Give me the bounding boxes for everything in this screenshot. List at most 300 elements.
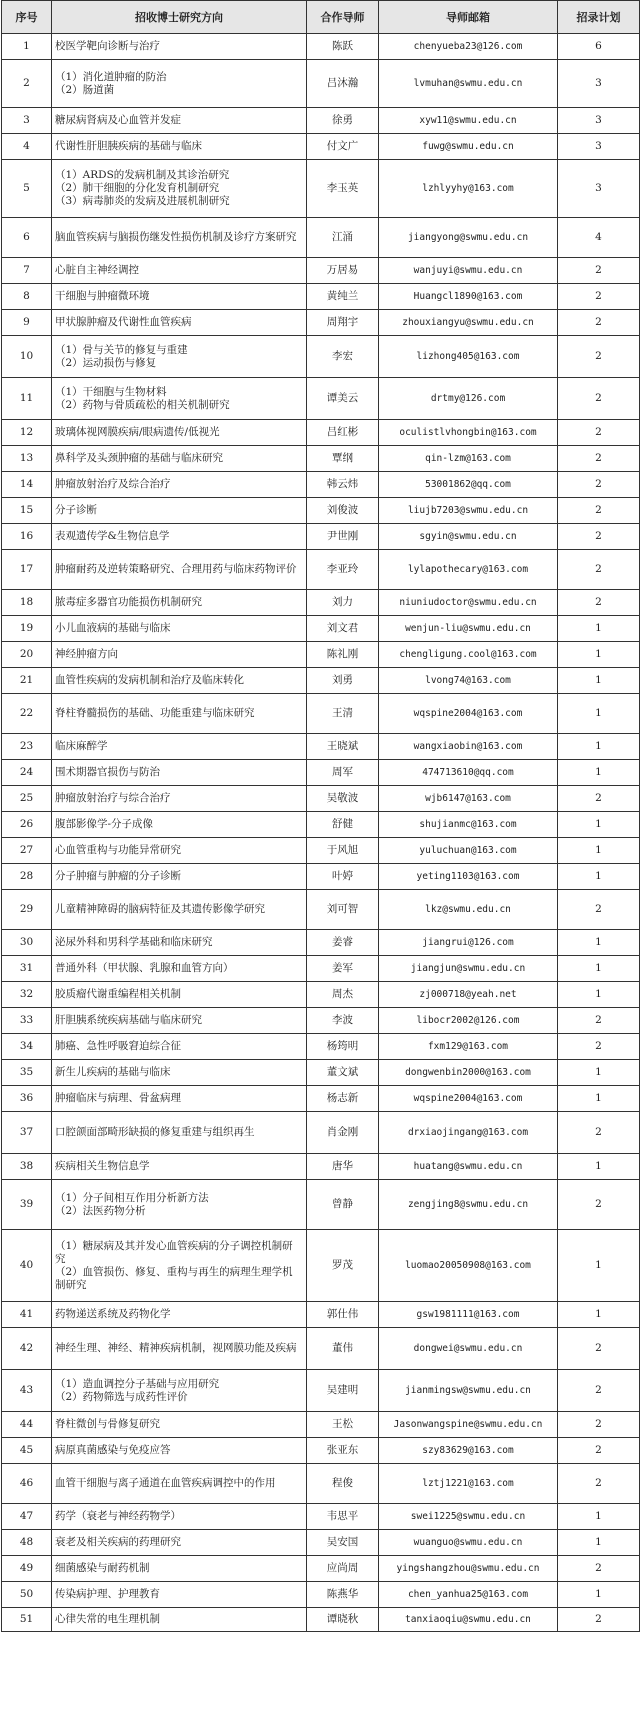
tutor-name: 韩云炜	[307, 472, 379, 498]
tutor-email: wangxiaobin@163.com	[379, 734, 558, 760]
research-direction	[52, 1112, 307, 1154]
direction-line: 细菌感染与耐药机制	[55, 1562, 150, 1574]
header-direction: 招收博士研究方向	[52, 1, 307, 34]
recruit-plan: 2	[558, 1464, 640, 1504]
tutor-name: 李玉英	[307, 160, 379, 218]
tutor-email: fxm129@163.com	[379, 1034, 558, 1060]
direction-line: 血管性疾病的发病机制和治疗及临床转化	[55, 674, 244, 686]
research-direction	[52, 1086, 307, 1112]
direction-line: （2）法医药物分析	[55, 1204, 146, 1217]
research-direction	[52, 642, 307, 668]
table-row	[2, 812, 640, 838]
research-direction	[52, 890, 307, 930]
table-row	[2, 284, 640, 310]
direction-line: 普通外科（甲状腺、乳腺和血管方向）	[55, 962, 234, 974]
recruit-plan: 2	[558, 1412, 640, 1438]
tutor-name: 舒健	[307, 812, 379, 838]
recruit-plan: 1	[558, 1060, 640, 1086]
row-number: 31	[2, 956, 52, 982]
tutor-name: 周军	[307, 760, 379, 786]
tutor-name: 陈礼刚	[307, 642, 379, 668]
tutor-email: jianmingsw@swmu.edu.cn	[379, 1370, 558, 1412]
recruitment-table	[1, 0, 640, 1632]
recruit-plan: 2	[558, 336, 640, 378]
row-number: 18	[2, 590, 52, 616]
row-number: 44	[2, 1412, 52, 1438]
tutor-email: lzhlyyhy@163.com	[379, 160, 558, 218]
research-direction	[52, 956, 307, 982]
header-no: 序号	[2, 1, 52, 34]
tutor-name: 谭晓秋	[307, 1608, 379, 1632]
table-row	[2, 160, 640, 218]
tutor-email: drxiaojingang@163.com	[379, 1112, 558, 1154]
recruit-plan: 2	[558, 378, 640, 420]
direction-line: 脊柱脊髓损伤的基础、功能重建与临床研究	[55, 707, 255, 719]
direction-line: 胶质瘤代谢重编程相关机制	[55, 988, 181, 1000]
direction-line: （2）肺干细胞的分化发育机制研究	[55, 182, 220, 194]
table-row	[2, 1154, 640, 1180]
tutor-name: 程俊	[307, 1464, 379, 1504]
recruit-plan: 1	[558, 956, 640, 982]
recruit-plan: 2	[558, 284, 640, 310]
tutor-email: lvong74@163.com	[379, 668, 558, 694]
tutor-name: 杨筠明	[307, 1034, 379, 1060]
row-number: 50	[2, 1582, 52, 1608]
tutor-name: 刘可智	[307, 890, 379, 930]
tutor-name: 陈燕华	[307, 1582, 379, 1608]
research-direction	[52, 668, 307, 694]
direction-line: 心血管重构与功能异常研究	[55, 844, 181, 856]
table-body	[2, 34, 640, 1632]
table-row	[2, 1112, 640, 1154]
tutor-name: 韦思平	[307, 1504, 379, 1530]
direction-line: 临床麻醉学	[55, 740, 108, 752]
direction-line: （1）消化道肿瘤的防治	[55, 70, 167, 83]
tutor-email: jiangrui@126.com	[379, 930, 558, 956]
tutor-email: niuniudoctor@swmu.edu.cn	[379, 590, 558, 616]
table-row	[2, 734, 640, 760]
direction-line: 脊柱微创与骨修复研究	[55, 1418, 160, 1430]
table-row	[2, 890, 640, 930]
direction-line: 新生儿疾病的基础与临床	[55, 1066, 171, 1078]
research-direction	[52, 1180, 307, 1230]
tutor-name: 刘勇	[307, 668, 379, 694]
row-number: 8	[2, 284, 52, 310]
tutor-email: zhouxiangyu@swmu.edu.cn	[379, 310, 558, 336]
tutor-name: 吕沐瀚	[307, 60, 379, 108]
tutor-email: chenyueba23@126.com	[379, 34, 558, 60]
recruit-plan: 2	[558, 590, 640, 616]
row-number: 15	[2, 498, 52, 524]
direction-line: 衰老及相关疾病的药理研究	[55, 1536, 181, 1548]
tutor-name: 周翔宇	[307, 310, 379, 336]
research-direction	[52, 134, 307, 160]
row-number: 34	[2, 1034, 52, 1060]
recruit-plan: 1	[558, 1582, 640, 1608]
tutor-email: lvmuhan@swmu.edu.cn	[379, 60, 558, 108]
tutor-name: 黄纯兰	[307, 284, 379, 310]
row-number: 39	[2, 1180, 52, 1230]
direction-line: （2）药物与骨质疏松的相关机制研究	[55, 398, 230, 411]
direction-line: 药学（衰老与神经药物学）	[55, 1510, 181, 1522]
table-row	[2, 1302, 640, 1328]
tutor-name: 陈跃	[307, 34, 379, 60]
tutor-name: 姜睿	[307, 930, 379, 956]
recruit-plan: 1	[558, 864, 640, 890]
table-row	[2, 218, 640, 258]
row-number: 28	[2, 864, 52, 890]
table-row	[2, 642, 640, 668]
recruit-plan: 1	[558, 1504, 640, 1530]
tutor-name: 刘力	[307, 590, 379, 616]
row-number: 35	[2, 1060, 52, 1086]
direction-line: 肿瘤放射治疗及综合治疗	[55, 478, 171, 490]
tutor-name: 于风旭	[307, 838, 379, 864]
recruit-plan: 3	[558, 134, 640, 160]
table-row	[2, 60, 640, 108]
direction-line: 小儿血液病的基础与临床	[55, 622, 171, 634]
tutor-email: wuanguo@swmu.edu.cn	[379, 1530, 558, 1556]
research-direction	[52, 1608, 307, 1632]
tutor-name: 李波	[307, 1008, 379, 1034]
recruit-plan: 2	[558, 1438, 640, 1464]
row-number: 17	[2, 550, 52, 590]
recruit-plan: 2	[558, 890, 640, 930]
tutor-email: Jasonwangspine@swmu.edu.cn	[379, 1412, 558, 1438]
direction-line: 肿瘤临床与病理、骨盆病理	[55, 1092, 181, 1104]
research-direction	[52, 838, 307, 864]
row-number: 33	[2, 1008, 52, 1034]
table-row	[2, 550, 640, 590]
tutor-email: 53001862@qq.com	[379, 472, 558, 498]
direction-line: 药物递送系统及药物化学	[55, 1308, 171, 1320]
tutor-email: oculistlvhongbin@163.com	[379, 420, 558, 446]
research-direction	[52, 420, 307, 446]
direction-line: 分子诊断	[55, 504, 97, 516]
row-number: 11	[2, 378, 52, 420]
table-row	[2, 1328, 640, 1370]
row-number: 9	[2, 310, 52, 336]
tutor-name: 吴敬波	[307, 786, 379, 812]
direction-line: 分子肿瘤与肿瘤的分子诊断	[55, 870, 181, 882]
direction-line: （2）肠道菌	[55, 83, 115, 96]
research-direction	[52, 34, 307, 60]
table-row	[2, 930, 640, 956]
table-row	[2, 258, 640, 284]
direction-line: （2）血管损伤、修复、重构与再生的病理生理学机制研究	[55, 1265, 293, 1291]
row-number: 46	[2, 1464, 52, 1504]
tutor-email: jiangyong@swmu.edu.cn	[379, 218, 558, 258]
row-number: 32	[2, 982, 52, 1008]
research-direction	[52, 550, 307, 590]
tutor-email: wanjuyi@swmu.edu.cn	[379, 258, 558, 284]
direction-line: 肿瘤放射治疗与综合治疗	[55, 792, 171, 804]
tutor-email: xyw11@swmu.edu.cn	[379, 108, 558, 134]
direction-line: 玻璃体视网膜疾病/眼病遗传/低视光	[55, 426, 220, 438]
research-direction	[52, 1464, 307, 1504]
table-row	[2, 108, 640, 134]
table-row	[2, 336, 640, 378]
tutor-name: 罗茂	[307, 1230, 379, 1302]
tutor-email: dongwenbin2000@163.com	[379, 1060, 558, 1086]
research-direction	[52, 1530, 307, 1556]
research-direction	[52, 498, 307, 524]
tutor-email: szy83629@163.com	[379, 1438, 558, 1464]
direction-line: （1）ARDS的发病机制及其诊治研究	[55, 169, 230, 181]
tutor-email: dongwei@swmu.edu.cn	[379, 1328, 558, 1370]
research-direction	[52, 590, 307, 616]
table-header-row	[2, 1, 640, 34]
tutor-name: 杨志新	[307, 1086, 379, 1112]
research-direction	[52, 1154, 307, 1180]
tutor-name: 吴建明	[307, 1370, 379, 1412]
row-number: 27	[2, 838, 52, 864]
research-direction	[52, 1504, 307, 1530]
table-row	[2, 446, 640, 472]
tutor-email: wqspine2004@163.com	[379, 694, 558, 734]
row-number: 3	[2, 108, 52, 134]
recruit-plan: 4	[558, 218, 640, 258]
recruit-plan: 1	[558, 1086, 640, 1112]
tutor-name: 王松	[307, 1412, 379, 1438]
direction-line: （2）药物筛选与成药性评价	[55, 1390, 188, 1403]
research-direction	[52, 616, 307, 642]
tutor-email: chen_yanhua25@163.com	[379, 1582, 558, 1608]
table-row	[2, 34, 640, 60]
recruit-plan: 2	[558, 258, 640, 284]
tutor-name: 江涌	[307, 218, 379, 258]
row-number: 1	[2, 34, 52, 60]
research-direction	[52, 982, 307, 1008]
direction-line: 代谢性肝胆胰疾病的基础与临床	[55, 140, 202, 152]
research-direction	[52, 1370, 307, 1412]
tutor-email: chengligung.cool@163.com	[379, 642, 558, 668]
research-direction	[52, 160, 307, 218]
tutor-name: 徐勇	[307, 108, 379, 134]
tutor-name: 尹世刚	[307, 524, 379, 550]
table-row	[2, 1060, 640, 1086]
direction-line: （1）骨与关节的修复与重建	[55, 343, 188, 356]
research-direction	[52, 1008, 307, 1034]
row-number: 12	[2, 420, 52, 446]
table-row	[2, 1370, 640, 1412]
tutor-email: wjb6147@163.com	[379, 786, 558, 812]
row-number: 22	[2, 694, 52, 734]
row-number: 5	[2, 160, 52, 218]
recruit-plan: 6	[558, 34, 640, 60]
tutor-email: luomao20050908@163.com	[379, 1230, 558, 1302]
direction-line: 鼻科学及头颈肿瘤的基础与临床研究	[55, 452, 223, 464]
tutor-name: 肖金刚	[307, 1112, 379, 1154]
recruit-plan: 2	[558, 524, 640, 550]
row-number: 20	[2, 642, 52, 668]
table-row	[2, 310, 640, 336]
row-number: 40	[2, 1230, 52, 1302]
row-number: 47	[2, 1504, 52, 1530]
recruit-plan: 2	[558, 1328, 640, 1370]
table-row	[2, 694, 640, 734]
recruit-plan: 2	[558, 498, 640, 524]
row-number: 37	[2, 1112, 52, 1154]
direction-line: 病原真菌感染与免疫应答	[55, 1444, 171, 1456]
table-row	[2, 1608, 640, 1632]
row-number: 2	[2, 60, 52, 108]
table-row	[2, 1556, 640, 1582]
row-number: 14	[2, 472, 52, 498]
direction-line: 围术期器官损伤与防治	[55, 766, 160, 778]
row-number: 25	[2, 786, 52, 812]
recruit-plan: 1	[558, 982, 640, 1008]
research-direction	[52, 812, 307, 838]
tutor-email: yingshangzhou@swmu.edu.cn	[379, 1556, 558, 1582]
recruit-plan: 2	[558, 1008, 640, 1034]
row-number: 19	[2, 616, 52, 642]
tutor-name: 王晓斌	[307, 734, 379, 760]
row-number: 42	[2, 1328, 52, 1370]
tutor-email: wqspine2004@163.com	[379, 1086, 558, 1112]
tutor-name: 吕红彬	[307, 420, 379, 446]
tutor-name: 刘文君	[307, 616, 379, 642]
tutor-email: lylapothecary@163.com	[379, 550, 558, 590]
table-row	[2, 378, 640, 420]
research-direction	[52, 1582, 307, 1608]
tutor-email: gsw1981111@163.com	[379, 1302, 558, 1328]
table-row	[2, 982, 640, 1008]
direction-line: 泌尿外科和男科学基础和临床研究	[55, 936, 213, 948]
research-direction	[52, 378, 307, 420]
direction-line: 疾病相关生物信息学	[55, 1160, 150, 1172]
recruit-plan: 1	[558, 642, 640, 668]
research-direction	[52, 258, 307, 284]
row-number: 45	[2, 1438, 52, 1464]
table-row	[2, 1034, 640, 1060]
table-row	[2, 1230, 640, 1302]
direction-line: 表观遗传学&生物信息学	[55, 530, 170, 542]
research-direction	[52, 1060, 307, 1086]
row-number: 30	[2, 930, 52, 956]
research-direction	[52, 524, 307, 550]
row-number: 4	[2, 134, 52, 160]
row-number: 51	[2, 1608, 52, 1632]
recruit-plan: 3	[558, 108, 640, 134]
row-number: 13	[2, 446, 52, 472]
recruit-plan: 2	[558, 1370, 640, 1412]
recruit-plan: 3	[558, 160, 640, 218]
recruit-plan: 1	[558, 1302, 640, 1328]
research-direction	[52, 218, 307, 258]
row-number: 49	[2, 1556, 52, 1582]
tutor-email: Huangcl1890@163.com	[379, 284, 558, 310]
table-row	[2, 472, 640, 498]
tutor-email: lkz@swmu.edu.cn	[379, 890, 558, 930]
direction-line: 儿童精神障碍的脑病特征及其遗传影像学研究	[55, 903, 265, 915]
research-direction	[52, 284, 307, 310]
research-direction	[52, 1230, 307, 1302]
tutor-name: 姜军	[307, 956, 379, 982]
research-direction	[52, 108, 307, 134]
tutor-email: huatang@swmu.edu.cn	[379, 1154, 558, 1180]
tutor-name: 张亚东	[307, 1438, 379, 1464]
recruit-plan: 1	[558, 1530, 640, 1556]
table-row	[2, 1086, 640, 1112]
table-row	[2, 134, 640, 160]
research-direction	[52, 734, 307, 760]
recruit-plan: 1	[558, 930, 640, 956]
row-number: 21	[2, 668, 52, 694]
direction-line: 肿瘤耐药及逆转策略研究、合理用药与临床药物评价	[55, 563, 297, 575]
tutor-email: qin-lzm@163.com	[379, 446, 558, 472]
tutor-name: 应尚周	[307, 1556, 379, 1582]
direction-line: 腹部影像学-分子成像	[55, 818, 154, 830]
recruit-plan: 2	[558, 446, 640, 472]
direction-line: 血管干细胞与离子通道在血管疾病调控中的作用	[55, 1477, 276, 1489]
tutor-email: shujianmc@163.com	[379, 812, 558, 838]
table-row	[2, 786, 640, 812]
row-number: 38	[2, 1154, 52, 1180]
direction-line: （1）糖尿病及其并发心血管疾病的分子调控机制研究	[55, 1239, 293, 1265]
tutor-email: lizhong405@163.com	[379, 336, 558, 378]
table-row	[2, 1464, 640, 1504]
tutor-name: 曾静	[307, 1180, 379, 1230]
row-number: 7	[2, 258, 52, 284]
row-number: 6	[2, 218, 52, 258]
row-number: 41	[2, 1302, 52, 1328]
tutor-email: yuluchuan@163.com	[379, 838, 558, 864]
recruit-plan: 2	[558, 1556, 640, 1582]
research-direction	[52, 310, 307, 336]
row-number: 10	[2, 336, 52, 378]
tutor-name: 李宏	[307, 336, 379, 378]
table-row	[2, 668, 640, 694]
tutor-email: 474713610@qq.com	[379, 760, 558, 786]
recruit-plan: 2	[558, 472, 640, 498]
table-row	[2, 524, 640, 550]
tutor-name: 唐华	[307, 1154, 379, 1180]
research-direction	[52, 1034, 307, 1060]
direction-line: 心律失常的电生理机制	[55, 1613, 160, 1625]
row-number: 43	[2, 1370, 52, 1412]
research-direction	[52, 760, 307, 786]
recruit-plan: 2	[558, 550, 640, 590]
tutor-email: fuwg@swmu.edu.cn	[379, 134, 558, 160]
tutor-name: 刘俊波	[307, 498, 379, 524]
tutor-email: jiangjun@swmu.edu.cn	[379, 956, 558, 982]
recruit-plan: 3	[558, 60, 640, 108]
row-number: 48	[2, 1530, 52, 1556]
table-row	[2, 838, 640, 864]
table-row	[2, 956, 640, 982]
direction-line: （1）分子间相互作用分析新方法	[55, 1191, 209, 1204]
direction-line: 校医学靶向诊断与治疗	[55, 40, 160, 52]
research-direction	[52, 864, 307, 890]
research-direction	[52, 336, 307, 378]
header-email: 导师邮箱	[379, 1, 558, 34]
tutor-name: 董伟	[307, 1328, 379, 1370]
recruit-plan: 1	[558, 812, 640, 838]
research-direction	[52, 446, 307, 472]
row-number: 36	[2, 1086, 52, 1112]
row-number: 16	[2, 524, 52, 550]
table-row	[2, 590, 640, 616]
recruit-plan: 1	[558, 694, 640, 734]
table-row	[2, 1582, 640, 1608]
header-plan: 招录计划	[558, 1, 640, 34]
tutor-name: 李亚玲	[307, 550, 379, 590]
research-direction	[52, 1412, 307, 1438]
research-direction	[52, 1302, 307, 1328]
table-row	[2, 1180, 640, 1230]
table-row	[2, 1008, 640, 1034]
